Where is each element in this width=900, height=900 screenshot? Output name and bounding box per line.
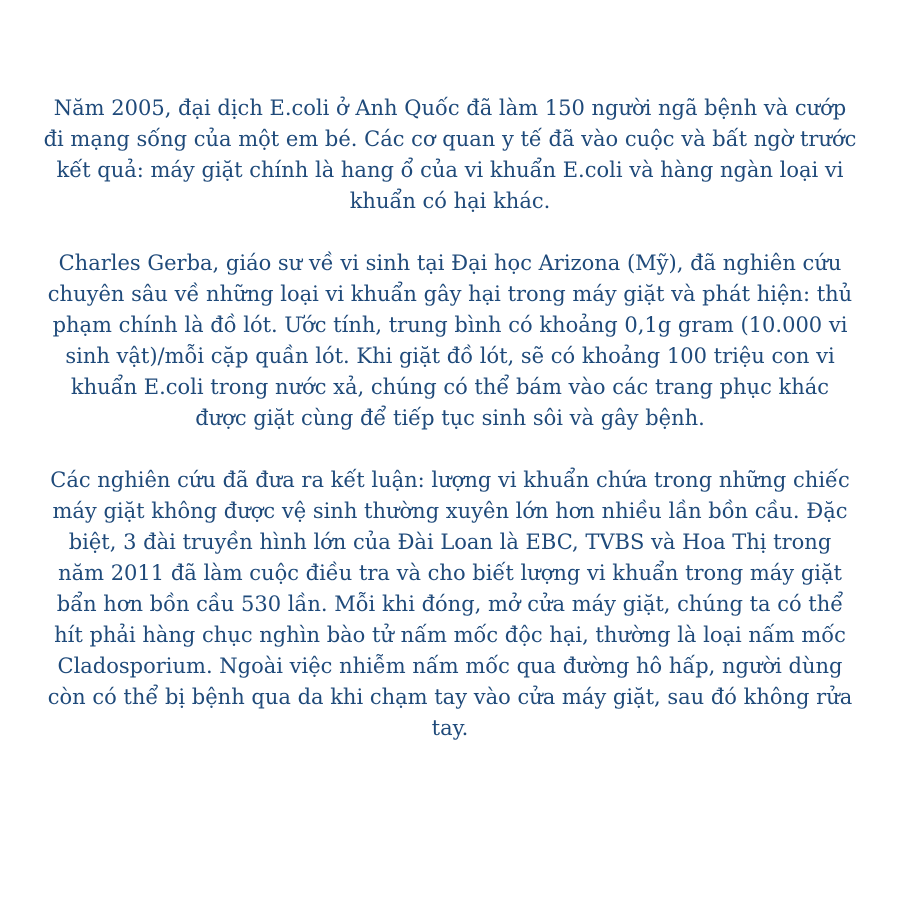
paragraph-research-conclusion: Các nghiên cứu đã đưa ra kết luận: lượng vi khuẩn chứa trong những chiếc máy giặt không được vệ sinh thường xuyên lớn hơn nhiều lần bồn cầu. Đặc biệt, 3 đài truyền hình lớn của Đài Loan là EBC, TVBS và Hoa Thị trong năm 2011 đã làm cuộc điều tra và cho biết lượng vi khuẩn trong máy giặt bẩn hơn bồn cầu 530 lần. Mỗi khi đóng, mở cửa máy giặt, chúng ta có thể hít phải hàng chục nghìn bào tử nấm mốc độc hại, thường là loại nấm mốc Cladosporium. Ngoài việc nhiễm nấm mốc qua đường hô hấp, người dùng còn có thể bị bệnh qua da khi chạm tay vào cửa máy giặt, sau đó không rửa tay. bbox=[47, 468, 853, 740]
paragraph-charles-gerba-research: Charles Gerba, giáo sư về vi sinh tại Đại học Arizona (Mỹ), đã nghiên cứu chuyên sâu về những loại vi khuẩn gây hại trong máy giặt và phát hiện: thủ phạm chính là đồ lót. Ước tính, trung bình có khoảng 0,1g gram (10.000 vi sinh vật)/mỗi cặp quần lót. Khi giặt đồ lót, sẽ có khoảng 100 triệu con vi khuẩn E.coli trong nước xả, chúng có thể bám vào các trang phục khác được giặt cùng để tiếp tục sinh sôi và gây bệnh. bbox=[47, 251, 853, 430]
article-body bbox=[0, 93, 900, 744]
paragraph-ecoli-outbreak: Năm 2005, đại dịch E.coli ở Anh Quốc đã làm 150 người ngã bệnh và cướp đi mạng sống của một em bé. Các cơ quan y tế đã vào cuộc và bất ngờ trước kết quả: máy giặt chính là hang ổ của vi khuẩn E.coli và hàng ngàn loại vi khuẩn có hại khác. bbox=[43, 96, 857, 213]
